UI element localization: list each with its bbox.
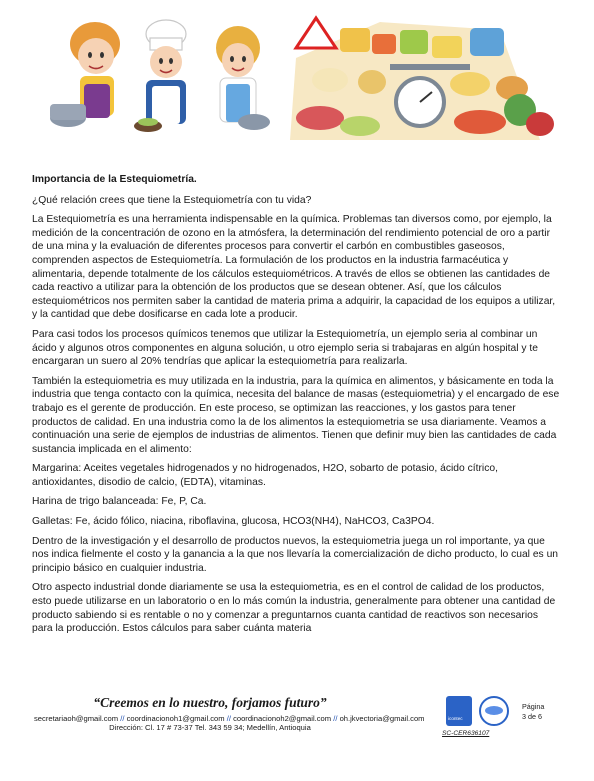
section-heading: Importancia de la Estequiometría.: [32, 174, 197, 185]
paragraph: Galletas: Fe, ácido fólico, niacina, riboflavina, glucosa, HCO3(NH4), NaHCO3, Ca3PO4.: [32, 516, 435, 528]
paragraph: Harina de trigo balanceada: Fe, P, Ca.: [32, 496, 207, 508]
paragraph: Otro aspecto industrial donde diariamente se usa la estequiometria, es en el control de calidad de los productos, esto puede utilizarse en un laboratorio o en lo más común la industria, generalmente para obtener una cantidad de producto sabiendo si es rentable o no y comenzar a preguntarnos cuanta cantidad de reactivos son necesarios para la producción. Estos cálculos para saber cuánta materia: [32, 582, 556, 635]
email-separator: //: [331, 714, 340, 723]
document-body: [32, 173, 560, 642]
footer-emails: [34, 714, 425, 723]
header-illustration: [0, 0, 594, 160]
chef-kid-right-illustration: [216, 26, 270, 130]
icontec-certification-logo: [446, 696, 472, 726]
certification-code: SC-CER636107: [442, 730, 490, 737]
page-label-word: Página: [522, 702, 545, 711]
paragraph: Para casi todos los procesos químicos tenemos que utilizar la Estequiometría, un ejemplo seria al combinar un ácido y algunos otros componentes en alguna solución, u otro ejemplo seria si trabajaras en algún hospital y te encargaran un suero al 20% tendrías que aplicar la estequiometría para realizarla.: [32, 328, 539, 368]
food-pyramid-scale-illustration: [290, 18, 554, 140]
paragraph: La Estequiometría es una herramienta indispensable en la química. Problemas tan diversos como, por ejemplo, la medición de la concentración de ozono en la atmósfera, la determinación del rendimiento potencial de oro a partir de una mina y la evaluación de diferentes procesos para convertir el carbón en combustibles gaseosos, comprenden aspectos de Estequiometría. La formulación de los productos en la industria farmacéutica y alimentaria, depende totalmente de los cálculos estequiométricos. A través de ellos se obtienen las cantidades de cada reactivo a utilizar para la obtención de los productos que se desean obtener. Así, que los cálculos estequiométricos nos permiten saber la cantidad de materia prima a adquirir, la capacidad de los equipos a utilizar, y la cantidad que debe dosificarse en cada lote a producir.: [32, 214, 556, 321]
footer-address: Dirección: Cl. 17 # 73-37 Tel. 343 59 34; Medellín, Antioquia: [109, 723, 311, 732]
guiding-question: ¿Qué relación crees que tiene la Estequiometría con tu vida?: [32, 194, 312, 206]
paragraph: También la estequiometria es muy utilizada en la industria, para la química en alimentos, y básicamente en toda la industria que tenga contacto con la química, necesita del balance de masas (estequiometria) y el encargado de ese trabajo es el gerente de producción. En este proceso, se optimizan las reacciones, y los gastos para tener productos de calidad. En una industria como la de los alimentos la estequiometria se usa diariamente. Veamos a continuación una serie de ejemplos de industrias de alimentos. Tienen que definir muy bien las cantidades de cada sustancia implicada en el alimento:: [32, 375, 560, 455]
iqnet-certification-logo: [479, 696, 509, 726]
email-link[interactable]: secretariaoh@gmail.com: [34, 714, 119, 723]
chef-kid-center-illustration: [134, 20, 186, 132]
email-separator: //: [224, 714, 234, 723]
page-number: [522, 702, 562, 722]
email-link[interactable]: coordinacionoh1@gmail.com: [126, 714, 225, 723]
page-count: 3 de 6: [522, 712, 542, 721]
page-footer: [0, 690, 594, 781]
email-link[interactable]: coordinacionoh2@gmail.com: [233, 714, 332, 723]
footer-motto: “Creemos en lo nuestro, forjamos futuro”: [93, 695, 327, 710]
paragraph: Dentro de la investigación y el desarrollo de productos nuevos, la estequiometria juega un rol importante, ya que nos indica fielmente el costo y la ganancia a la que nos llevaría la comercialización de dicho producto, lo cual es un principio básico en cualquier industria.: [32, 535, 559, 574]
email-link[interactable]: oh.jkvectoria@gmail.com: [339, 714, 425, 723]
icontec-logo-text: icontec: [448, 716, 463, 721]
email-separator: //: [118, 714, 127, 723]
chef-kid-left-illustration: [50, 22, 120, 127]
paragraph: Margarina: Aceites vegetales hidrogenados y no hidrogenados, H2O, sobarto de potasio, ácido cítrico, antioxidantes, disodio de calcio, (EDTA), vitaminas.: [32, 463, 498, 488]
